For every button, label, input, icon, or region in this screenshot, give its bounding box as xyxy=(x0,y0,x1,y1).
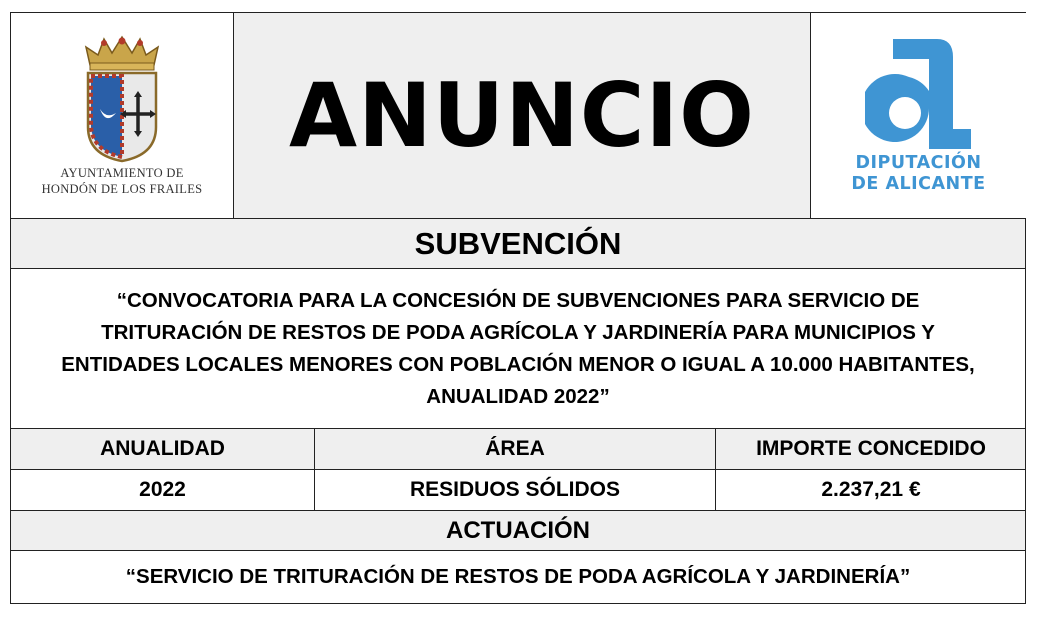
convocatoria-cell xyxy=(11,269,1025,428)
municipality-logo xyxy=(11,13,233,218)
title-box xyxy=(233,13,810,218)
header-area: ÁREA xyxy=(485,437,545,460)
header-importe: IMPORTE CONCEDIDO xyxy=(756,437,986,460)
value-area-cell xyxy=(314,470,715,510)
value-anualidad: 2022 xyxy=(139,478,186,501)
convocatoria-line-1: “CONVOCATORIA PARA LA CONCESIÓN DE SUBVENCIONES PARA SERVICIO DE xyxy=(116,288,920,312)
diputacion-a-icon xyxy=(865,37,973,149)
diputacion-name-line1: DIPUTACIÓN xyxy=(855,152,982,173)
actuacion-desc-cell xyxy=(11,551,1025,603)
page-title: ANUNCIO xyxy=(289,64,755,167)
header-anualidad-cell xyxy=(11,429,314,469)
coat-of-arms-icon xyxy=(82,35,162,163)
municipality-name-line2: HONDÓN DE LOS FRAILES xyxy=(41,181,203,196)
diputacion-name-line2: DE ALICANTE xyxy=(851,173,986,194)
actuacion-title-cell xyxy=(11,511,1025,550)
convocatoria-row xyxy=(11,268,1025,428)
convocatoria-line-4: ANUALIDAD 2022” xyxy=(426,384,610,408)
header-importe-cell xyxy=(715,429,1026,469)
table-row xyxy=(11,469,1025,510)
actuacion-description: “SERVICIO DE TRITURACIÓN DE RESTOS DE PODA AGRÍCOLA Y JARDINERÍA” xyxy=(125,565,911,588)
diputacion-logo xyxy=(810,13,1026,218)
convocatoria-line-3: ENTIDADES LOCALES MENORES CON POBLACIÓN MENOR O IGUAL A 10.000 HABITANTES, xyxy=(61,352,975,376)
section-title: SUBVENCIÓN xyxy=(414,225,622,261)
municipality-name xyxy=(42,165,203,197)
table-header-row xyxy=(11,428,1025,469)
convocatoria-line-2: TRITURACIÓN DE RESTOS DE PODA AGRÍCOLA Y JARDINERÍA PARA MUNICIPIOS Y xyxy=(101,320,935,344)
header-row xyxy=(11,13,1025,218)
actuacion-desc-row xyxy=(11,550,1025,603)
diputacion-name xyxy=(851,153,985,195)
value-area: RESIDUOS SÓLIDOS xyxy=(409,478,621,501)
actuacion-title: ACTUACIÓN xyxy=(446,516,590,544)
value-anualidad-cell xyxy=(11,470,314,510)
municipality-name-line1: AYUNTAMIENTO DE xyxy=(60,165,184,180)
header-area-cell xyxy=(314,429,715,469)
subvencion-row xyxy=(11,218,1025,268)
actuacion-title-row xyxy=(11,510,1025,550)
value-importe: 2.237,21 € xyxy=(821,478,921,501)
value-importe-cell xyxy=(715,470,1026,510)
header-anualidad: ANUALIDAD xyxy=(100,437,225,460)
subvencion-cell xyxy=(11,219,1025,268)
announcement-document xyxy=(10,12,1026,604)
